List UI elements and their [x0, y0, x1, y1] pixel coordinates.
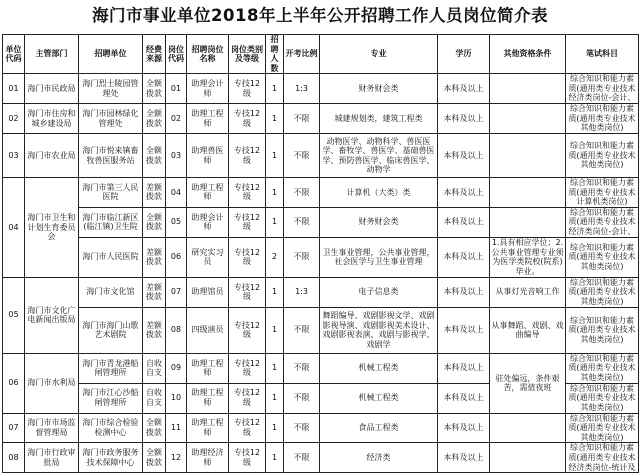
header-exam: 笔试科目: [566, 35, 639, 74]
unit-name: 海门市人民医院: [79, 237, 143, 277]
funding: 全额拨款: [143, 443, 166, 473]
funding: 全额拨款: [143, 104, 166, 134]
table-row: [3, 104, 639, 134]
category: 专技12级: [229, 277, 266, 307]
other-conditions: [490, 413, 566, 443]
exam-subject: [566, 207, 639, 237]
table-row: [3, 237, 639, 277]
exam-subject-text: 综合知识和能力素质(通用类专业技术其他类岗位): [568, 315, 636, 345]
unit-name: 海门市政务服务技术保障中心: [79, 443, 143, 473]
other-conditions: [490, 74, 566, 104]
ratio: 不限: [284, 104, 320, 134]
other-conditions-text: 1.具有相应学位；2.公共事业管理专业须为医学类院校(院系)毕业。: [491, 238, 564, 277]
exam-subject: [566, 353, 639, 383]
major: 财务财会类: [320, 74, 438, 104]
count: 1: [266, 383, 284, 413]
other-conditions: [490, 104, 566, 134]
post-code: 01: [166, 74, 187, 104]
job-table: [2, 34, 639, 473]
dept-name: 海门市文化广电新闻出版局: [25, 277, 79, 353]
header-post-code: 岗位代码: [166, 35, 187, 74]
post-name: 助理工程师: [187, 413, 229, 443]
ratio: 不限: [284, 134, 320, 178]
dept-name: 海门市市场监督管理局: [25, 413, 79, 443]
funding: 全额拨款: [143, 134, 166, 178]
count: 1: [266, 353, 284, 383]
exam-subject: [566, 74, 639, 104]
header-dept-code: 单位代码: [3, 35, 25, 74]
header-other: 其他资格条件: [490, 35, 566, 74]
education: 本科及以上: [438, 74, 490, 104]
unit-name: 海门市综合检验检测中心: [79, 413, 143, 443]
funding: 全额拨款: [143, 74, 166, 104]
unit-name: 海门烈士陵园管理处: [79, 74, 143, 104]
funding: 差额拨款: [143, 307, 166, 353]
dept-code: 05: [3, 277, 25, 353]
category: 专技12级: [229, 237, 266, 277]
unit-name: 海门市园林绿化管理处: [79, 104, 143, 134]
education: 本科及以上: [438, 178, 490, 208]
major: 食品工程类: [320, 413, 438, 443]
funding: 自收自支: [143, 383, 166, 413]
other-conditions: [490, 237, 566, 277]
ratio: 不限: [284, 178, 320, 208]
other-conditions: [490, 178, 566, 208]
exam-subject-text: 综合知识和能力素质(通用类专业技术经济类岗位-会计、: [568, 207, 636, 236]
header-category: 岗位类别及等级: [229, 35, 266, 74]
dept-code: 08: [3, 443, 25, 473]
post-code: 07: [166, 277, 187, 307]
other-conditions: 驻处偏远，条件艰苦，需值夜班: [490, 353, 566, 413]
major: 机械工程类: [320, 383, 438, 413]
major-text: 动物医学、动物科学、兽医医学、畜牧学、兽医学、基础兽医学、预防兽医学、临床兽医学、动物学: [322, 136, 435, 175]
ratio: 不限: [284, 237, 320, 277]
category: 专技12级: [229, 74, 266, 104]
dept-code: 07: [3, 413, 25, 443]
other-conditions: [490, 134, 566, 178]
dept-name: 海门市卫生和计划生育委员会: [25, 178, 79, 278]
post-name: 研究实习员: [187, 237, 229, 277]
dept-code: 01: [3, 74, 25, 104]
dept-name: 海门市水利局: [25, 353, 79, 413]
table-row: [3, 307, 639, 353]
ratio: 不限: [284, 353, 320, 383]
exam-subject: [566, 307, 639, 353]
education: 本科及以上: [438, 307, 490, 353]
major: [320, 134, 438, 178]
count: 1: [266, 178, 284, 208]
major: 计算机（大类）类: [320, 178, 438, 208]
category: 专技12级: [229, 307, 266, 353]
exam-subject-text: 综合知识和能力素质(通用类专业技术其他类岗位): [568, 277, 636, 307]
page-title: 海门市事业单位2018年上半年公开招聘工作人员岗位简介表: [92, 6, 548, 25]
post-code: 02: [166, 104, 187, 134]
category: 专技12级: [229, 178, 266, 208]
education: 本科及以上: [438, 237, 490, 277]
exam-subject: [566, 413, 639, 443]
post-name: 助理工程师: [187, 353, 229, 383]
table-header-row: [3, 35, 639, 74]
funding: 自收自支: [143, 353, 166, 383]
ratio: 不限: [284, 207, 320, 237]
post-code: 08: [166, 307, 187, 353]
education: 本科及以上: [438, 134, 490, 178]
table-row: [3, 277, 639, 307]
post-name: 助理兽医师: [187, 134, 229, 178]
table-row: [3, 74, 639, 104]
unit-name: 海门市江心沙船闸管理所: [79, 383, 143, 413]
dept-name: 海门市农业局: [25, 134, 79, 178]
count: 1: [266, 443, 284, 473]
table-row: [3, 443, 639, 473]
category: 专技12级: [229, 134, 266, 178]
funding: 差额拨款: [143, 178, 166, 208]
exam-subject-text: 综合知识和能力素质(通用类专业技术其他类岗位): [568, 353, 636, 382]
post-name: 助理会计师: [187, 207, 229, 237]
major-text: 卫生事业管理，公共事业管理，社会医学与卫生事业管理: [322, 247, 435, 267]
count: 1: [266, 277, 284, 307]
other-conditions: [490, 207, 566, 237]
exam-subject: [566, 104, 639, 134]
ratio: 不限: [284, 383, 320, 413]
other-conditions: [490, 443, 566, 473]
education: 本科及以上: [438, 383, 490, 413]
education: 本科及以上: [438, 443, 490, 473]
post-name: 助理馆员: [187, 277, 229, 307]
funding: 全额拨款: [143, 207, 166, 237]
post-code: 10: [166, 383, 187, 413]
table-row: [3, 413, 639, 443]
post-name: 助理经济师: [187, 443, 229, 473]
dept-code: 04: [3, 178, 25, 278]
major: [320, 237, 438, 277]
dept-code: 02: [3, 104, 25, 134]
table-row: [3, 207, 639, 237]
funding: 差额拨款: [143, 237, 166, 277]
funding: 差额拨款: [143, 277, 166, 307]
exam-subject-text: 综合知识和能力素质(通用类专业技术计算机类岗位): [568, 178, 636, 207]
post-name: 四级演员: [187, 307, 229, 353]
post-code: 03: [166, 134, 187, 178]
header-dept: 主管部门: [25, 35, 79, 74]
major-text: 舞蹈编导、戏剧影视文学、戏剧影视导演、戏剧影视美术设计、戏剧影视表演、戏剧与影视学、戏剧学: [322, 311, 435, 350]
count: 1: [266, 134, 284, 178]
post-code: 11: [166, 413, 187, 443]
post-name: 助理工程师: [187, 178, 229, 208]
education: 本科及以上: [438, 104, 490, 134]
post-name: 助理工程师: [187, 383, 229, 413]
dept-name: 海门市住房和城乡建设局: [25, 104, 79, 134]
post-code: 09: [166, 353, 187, 383]
funding: 全额拨款: [143, 413, 166, 443]
ratio: 1:3: [284, 277, 320, 307]
unit-name: 海门市青龙港船闸管理所: [79, 353, 143, 383]
post-name: 助理会计师: [187, 74, 229, 104]
category: 专技12级: [229, 353, 266, 383]
header-count: 招聘人数: [266, 35, 284, 74]
exam-subject-text: 综合知识和能力素质(通用类专业技术经济类岗位-会计、: [568, 74, 636, 103]
category: 专技12级: [229, 104, 266, 134]
post-code: 04: [166, 178, 187, 208]
unit-name: 海门市临江新区(临江镇)卫生院: [79, 207, 143, 237]
header-ratio: 开考比例: [284, 35, 320, 74]
major: 财务财会类: [320, 207, 438, 237]
unit-name: 海门市海门山歌艺术剧院: [79, 307, 143, 353]
exam-subject-text: 综合知识和能力素质(通用类专业技术其他类岗位): [568, 104, 636, 133]
category: 专技12级: [229, 413, 266, 443]
category: 专技12级: [229, 443, 266, 473]
dept-name: 海门市行政审批局: [25, 443, 79, 473]
other-conditions: 从事灯光音响工作: [490, 277, 566, 307]
unit-name: 海门市第三人民医院: [79, 178, 143, 208]
education: 本科及以上: [438, 277, 490, 307]
other-conditions: 从事舞蹈、戏剧、戏曲编导: [490, 307, 566, 353]
exam-subject: [566, 134, 639, 178]
ratio: 不限: [284, 307, 320, 353]
ratio: 1:3: [284, 74, 320, 104]
category: 专技12级: [229, 207, 266, 237]
exam-subject-text: 综合知识和能力素质(通用类专业技术其他类岗位): [568, 413, 636, 442]
unit-name: 海门市悦来镇畜牧兽医服务站: [79, 134, 143, 178]
header-major: 专业: [320, 35, 438, 74]
dept-code: 03: [3, 134, 25, 178]
exam-subject-text: 综合知识和能力素质(通用类专业技术其他类岗位): [568, 383, 636, 412]
exam-subject: [566, 237, 639, 277]
header-edu: 学历: [438, 35, 490, 74]
table-row: [3, 178, 639, 208]
exam-subject: [566, 178, 639, 208]
exam-subject: [566, 277, 639, 307]
table-row: [3, 353, 639, 383]
header-funding: 经费来源: [143, 35, 166, 74]
education: 本科及以上: [438, 207, 490, 237]
post-name: 助理工程师: [187, 104, 229, 134]
post-code: 05: [166, 207, 187, 237]
count: 2: [266, 237, 284, 277]
exam-subject-text: 综合知识和能力素质(通用类专业技术其他类岗位): [568, 141, 636, 170]
unit-name: 海门市文化馆: [79, 277, 143, 307]
header-unit: 招聘单位: [79, 35, 143, 74]
count: 1: [266, 207, 284, 237]
dept-code: 06: [3, 353, 25, 413]
post-code: 12: [166, 443, 187, 473]
education: 本科及以上: [438, 413, 490, 443]
major: 城建规划类，建筑工程类: [320, 104, 438, 134]
exam-subject: [566, 383, 639, 413]
dept-name: 海门市民政局: [25, 74, 79, 104]
ratio: 不限: [284, 443, 320, 473]
count: 1: [266, 307, 284, 353]
post-code: 06: [166, 237, 187, 277]
category: 专技12级: [229, 383, 266, 413]
count: 1: [266, 104, 284, 134]
major: [320, 307, 438, 353]
exam-subject-text: 综合知识和能力素质(通用类专业技术经济类岗位-统计及: [568, 443, 636, 472]
major: 经济类: [320, 443, 438, 473]
ratio: 不限: [284, 413, 320, 443]
header-post: 招聘岗位名称: [187, 35, 229, 74]
major: 机械工程类: [320, 353, 438, 383]
major: 电子信息类: [320, 277, 438, 307]
exam-subject-text: 综合知识和能力素质(通用类专业技术其他类岗位): [568, 242, 636, 272]
table-row: [3, 134, 639, 178]
education: 本科及以上: [438, 353, 490, 383]
count: 1: [266, 74, 284, 104]
count: 1: [266, 413, 284, 443]
exam-subject: [566, 443, 639, 473]
